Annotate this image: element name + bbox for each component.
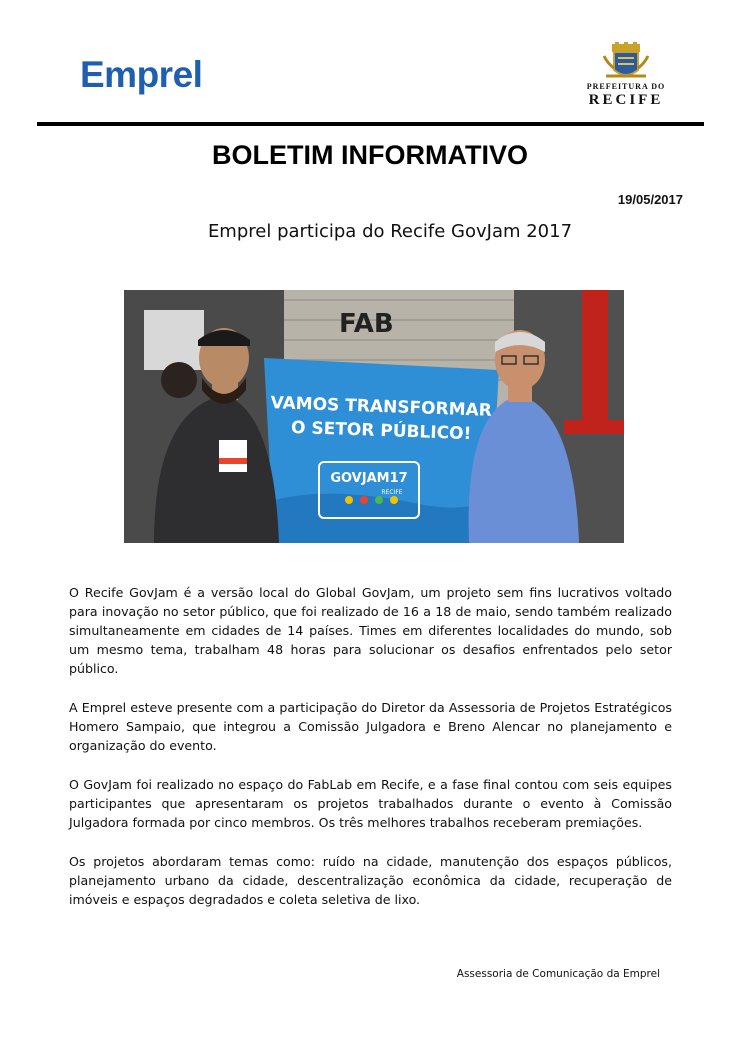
event-photo <box>124 290 624 543</box>
paragraph-3: O GovJam foi realizado no espaço do FabLab em Recife, e a fase final contou com seis equipes participantes que apresentaram os projetos trabalhados durante o evento à Comissão Julgadora formada por cinco membros. Os três melhores trabalhos receberam premiações. <box>69 777 672 830</box>
publication-date: 19/05/2017 <box>617 192 683 207</box>
banner-logo-sub: RECIFE <box>381 489 403 496</box>
banner-line-2: O SETOR PÚBLICO! <box>290 417 472 445</box>
coat-of-arms-icon <box>602 42 650 82</box>
footer-credit: Assessoria de Comunicação da Emprel <box>456 968 660 980</box>
page-title: BOLETIM INFORMATIVO <box>212 140 528 170</box>
banner-line-1: VAMOS TRANSFORMAR <box>270 393 493 421</box>
prefeitura-label: PREFEITURA DO <box>586 82 666 91</box>
prefeitura-recife-logo <box>576 42 676 110</box>
emprel-logo: Emprel <box>80 54 203 95</box>
headline: Emprel participa do Recife GovJam 2017 <box>207 221 573 242</box>
recife-label: RECIFE <box>588 92 664 108</box>
banner-logo: GOVJAM17 <box>330 471 408 486</box>
header-divider <box>37 122 704 126</box>
wall-sign: FAB <box>339 309 394 339</box>
paragraph-2: A Emprel esteve presente com a participação do Diretor da Assessoria de Projetos Estratégicos Homero Sampaio, que integrou a Comissão Julgadora e Breno Alencar no planejamento e organização do evento. <box>69 700 672 753</box>
paragraph-4: Os projetos abordaram temas como: ruído na cidade, manutenção dos espaços públicos, planejamento urbano da cidade, descentralização econômica da cidade, recuperação de imóveis e espaços degradados e coleta seletiva de lixo. <box>69 854 672 907</box>
article-body <box>69 583 672 929</box>
paragraph-1: O Recife GovJam é a versão local do Global GovJam, um projeto sem fins lucrativos voltado para inovação no setor público, que foi realizado de 16 a 18 de maio, sendo também realizado simultaneamente em cidades de 14 países. Times em diferentes localidades do mundo, sob um mesmo tema, trabalham 48 horas para solucionar os desafios enfrentados pelo setor público. <box>69 585 672 676</box>
